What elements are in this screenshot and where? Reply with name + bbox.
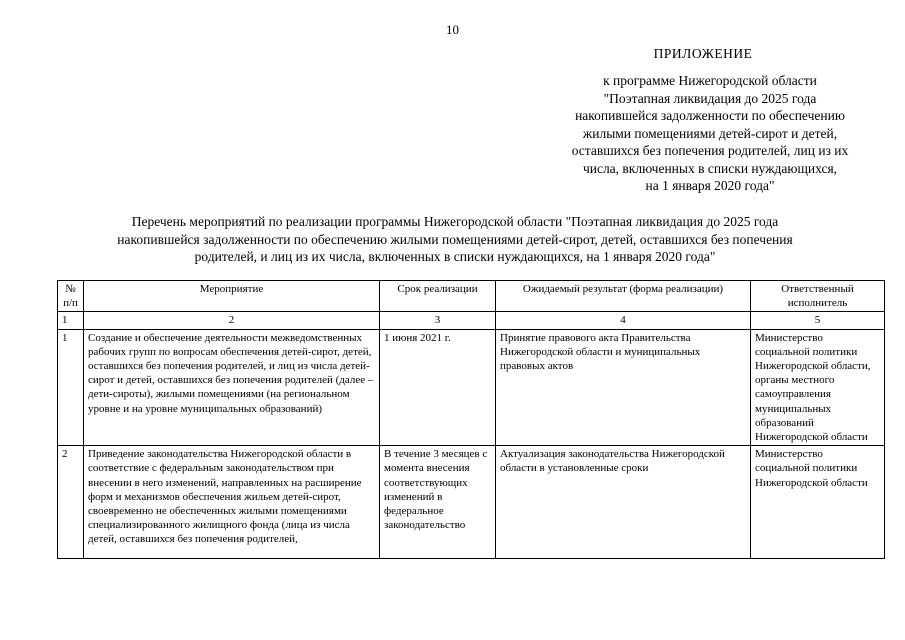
row-executor: Министерство социальной политики Нижегородской области, органы местного самоуправления муниципальных образований Нижегородской области — [751, 329, 885, 446]
header-executor: Ответственный исполнитель — [751, 281, 885, 312]
col-number: 3 — [380, 312, 496, 329]
table-header-row — [58, 281, 885, 312]
appendix-line: накопившейся задолженности по обеспечению — [575, 108, 845, 123]
header-num: № п/п — [58, 281, 84, 312]
events-table — [57, 280, 885, 559]
row-num: 2 — [58, 446, 84, 559]
appendix-line: "Поэтапная ликвидация до 2025 года — [603, 90, 817, 106]
header-result: Ожидаемый результат (форма реализации) — [496, 281, 751, 312]
page-number: 10 — [446, 22, 459, 37]
row-event: Создание и обеспечение деятельности межведомственных рабочих групп по вопросам обеспечения детей-сирот, детей, оставшихся без попечения родителей, и лиц из числа детей-сирот и детей, оставшихся без попечения родителей (далее – дети-сироты), жилыми помещениями (на региональном уровне и на уровне муниципальных образований) — [84, 329, 380, 446]
table-row — [58, 329, 885, 446]
row-result: Актуализация законодательства Нижегородской области в установленные сроки — [496, 446, 751, 559]
row-term: В течение 3 месяцев с момента внесения соответствующих изменений в федеральное законодательство — [380, 446, 496, 559]
list-title-line: накопившейся задолженности по обеспечению жилыми помещениями детей-сирот, детей, оставшихся без попечения — [117, 231, 793, 247]
appendix-line: числа, включенных в списки нуждающихся, — [582, 160, 838, 176]
col-number: 5 — [751, 312, 885, 329]
appendix-title: ПРИЛОЖЕНИЕ — [653, 46, 753, 61]
list-title — [40, 213, 870, 266]
header-term: Срок реализации — [380, 281, 496, 312]
column-number-row — [58, 312, 885, 329]
col-number: 1 — [58, 312, 84, 329]
row-num: 1 — [58, 329, 84, 446]
appendix-line: на 1 января 2020 года" — [645, 178, 775, 193]
list-title-line: родителей, и лиц из их числа, включенных в списки нуждающихся, на 1 января 2020 года" — [194, 249, 716, 264]
appendix-line: жилыми помещениями детей-сирот и детей, — [582, 125, 838, 141]
row-result: Принятие правового акта Правительства Нижегородской области и муниципальных правовых актов — [496, 329, 751, 446]
appendix-line: оставшихся без попечения родителей, лиц из их — [571, 143, 849, 158]
col-number: 4 — [496, 312, 751, 329]
appendix-subtitle — [520, 72, 900, 195]
row-event: Приведение законодательства Нижегородской области в соответствие с федеральным законодательством при внесении в него изменений, направленных на расширение форм и механизмов обеспечения жильем детей-сирот, своевременно не обеспеченных жилыми помещениями специализированного жилищного фонда (лица из числа детей, оставшихся без попечения родителей, — [84, 446, 380, 559]
header-event: Мероприятие — [84, 281, 380, 312]
col-number: 2 — [84, 312, 380, 329]
table-row — [58, 446, 885, 559]
row-executor: Министерство социальной политики Нижегородской области — [751, 446, 885, 559]
row-term: 1 июня 2021 г. — [380, 329, 496, 446]
list-title-line: Перечень мероприятий по реализации программы Нижегородской области "Поэтапная ликвидация до 2025 года — [131, 214, 779, 229]
appendix-line: к программе Нижегородской области — [603, 73, 817, 88]
